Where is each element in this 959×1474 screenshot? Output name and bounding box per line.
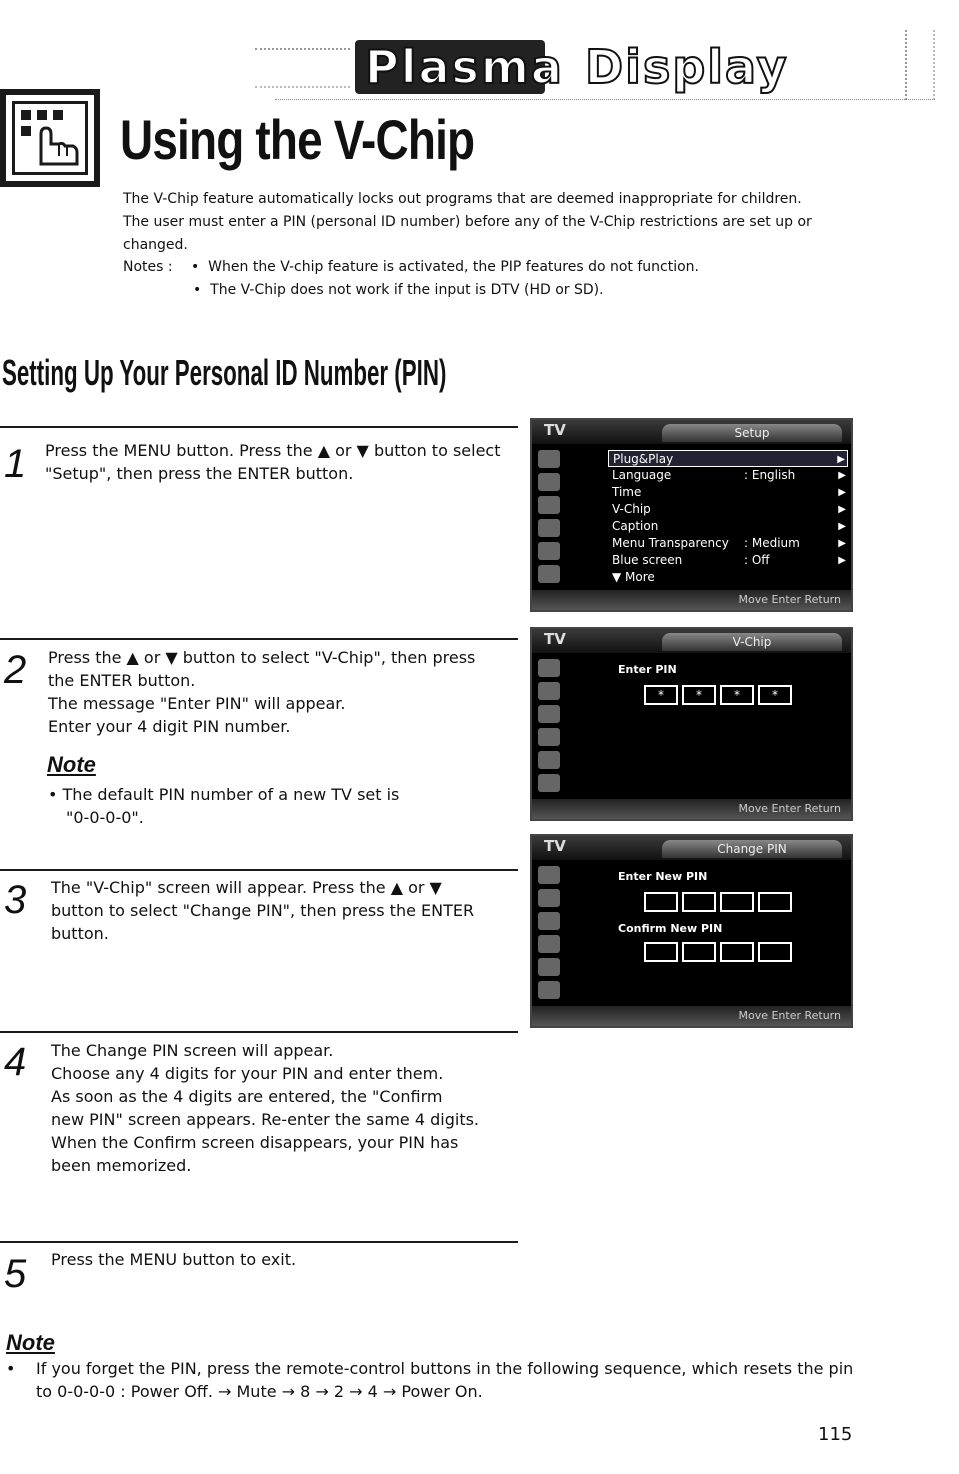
menu-item: Language : English ▶ (612, 468, 846, 482)
brand-word-display: Display (585, 40, 789, 94)
step-number: 2 (4, 648, 27, 692)
brand-word-plasma: Plasma (365, 40, 564, 94)
screen-footer: Move Enter Return (532, 799, 851, 819)
corner-decoration (905, 30, 935, 100)
pointing-hand-icon (0, 89, 100, 187)
pin-digit (720, 892, 754, 912)
intro-text (123, 188, 843, 257)
setup-menu-screenshot (530, 418, 853, 612)
pin-digit: * (758, 685, 792, 705)
menu-side-icons (538, 450, 570, 588)
menu-side-icons (538, 659, 570, 797)
bottom-note-body: • If you forget the PIN, press the remote-control buttons in the following sequence, which resets the pin to 0-0-0-0 : Power Off. → Mute → 8 → 2 → 4 → Power On. (6, 1359, 854, 1401)
step-divider (0, 638, 518, 640)
tv-label: TV (544, 630, 566, 648)
step-1-text: Press the MENU button. Press the ▲ or ▼ button to select "Setup", then press the ENTER button. (45, 441, 501, 483)
notes-label: Notes : (123, 259, 173, 275)
step-number: 3 (4, 878, 27, 922)
notes-item: • When the V-chip feature is activated, the PIP features do not function. (191, 259, 699, 275)
note-title: Note (47, 752, 96, 777)
step-5-text: Press the MENU button to exit. (51, 1250, 297, 1269)
note-body: • The default PIN number of a new TV set is "0-0-0-0". (48, 785, 400, 827)
menu-item: Time ▶ (612, 485, 846, 499)
pin-digit (758, 892, 792, 912)
step-divider (0, 1241, 518, 1243)
intro-line: changed. (123, 237, 188, 253)
step-3-text: The "V-Chip" screen will appear. Press the ▲ or ▼ button to select "Change PIN", then press the ENTER button. (51, 878, 475, 943)
tv-label: TV (544, 421, 566, 439)
step-4-text: The Change PIN screen will appear. Choose any 4 digits for your PIN and enter them. As soon as the 4 digits are entered, the "Confirm new PIN" screen appears. Re-enter the same 4 digits. When the Confirm screen disappears, your PIN has been memorized. (51, 1041, 480, 1175)
change-pin-screenshot (530, 834, 853, 1028)
page-number: 115 (818, 1424, 853, 1445)
new-pin-label: Enter New PIN (618, 870, 708, 883)
menu-item: ▼ More (612, 570, 655, 584)
notes-block (123, 256, 699, 302)
menu-side-icons (538, 866, 570, 1004)
brand-decoration (255, 48, 350, 88)
notes-item: • The V-Chip does not work if the input is DTV (HD or SD). (193, 282, 604, 298)
step-divider (0, 426, 518, 428)
confirm-pin-label: Confirm New PIN (618, 922, 723, 935)
pin-digit (644, 942, 678, 962)
intro-line: The user must enter a PIN (personal ID number) before any of the V-Chip restrictions are set up or (123, 214, 812, 230)
step-number: 1 (4, 442, 27, 486)
pin-boxes (644, 685, 792, 705)
tv-label: TV (544, 837, 566, 855)
step-number: 5 (4, 1252, 27, 1296)
header-brand (255, 28, 835, 98)
screen-footer: Move Enter Return (532, 1006, 851, 1026)
screen-tab: Setup (662, 424, 842, 442)
pin-digit (758, 942, 792, 962)
screen-footer: Move Enter Return (532, 590, 851, 610)
step-divider (0, 1031, 518, 1033)
setup-menu-list (608, 450, 848, 586)
menu-item: Menu Transparency : Medium ▶ (612, 536, 846, 550)
pin-digit (720, 942, 754, 962)
pin-digit (682, 892, 716, 912)
pin-digit: * (720, 685, 754, 705)
pin-digit (682, 942, 716, 962)
new-pin-boxes (644, 892, 792, 912)
enter-pin-label: Enter PIN (618, 663, 677, 676)
pin-digit: * (644, 685, 678, 705)
screen-tab: V-Chip (662, 633, 842, 651)
menu-item: Caption ▶ (612, 519, 846, 533)
pin-digit (644, 892, 678, 912)
pin-digit: * (682, 685, 716, 705)
bottom-note-title: Note (6, 1330, 55, 1355)
page-title: Using the V-Chip (120, 108, 475, 171)
menu-item: Blue screen : Off ▶ (612, 553, 846, 567)
intro-line: The V-Chip feature automatically locks out programs that are deemed inappropriate for children. (123, 191, 802, 207)
step-divider (0, 869, 518, 871)
screen-tab: Change PIN (662, 840, 842, 858)
confirm-pin-boxes (644, 942, 792, 962)
menu-item: V-Chip ▶ (612, 502, 846, 516)
step-2-text: Press the ▲ or ▼ button to select "V-Chip", then press the ENTER button. The message "Enter PIN" will appear. Enter your 4 digit PIN number. (48, 648, 476, 736)
header-rule (275, 99, 935, 100)
vchip-pin-screenshot (530, 627, 853, 821)
menu-item: Plug&Play ▶ (608, 450, 848, 467)
step-number: 4 (4, 1040, 27, 1084)
section-title: Setting Up Your Personal ID Number (PIN) (2, 352, 447, 393)
